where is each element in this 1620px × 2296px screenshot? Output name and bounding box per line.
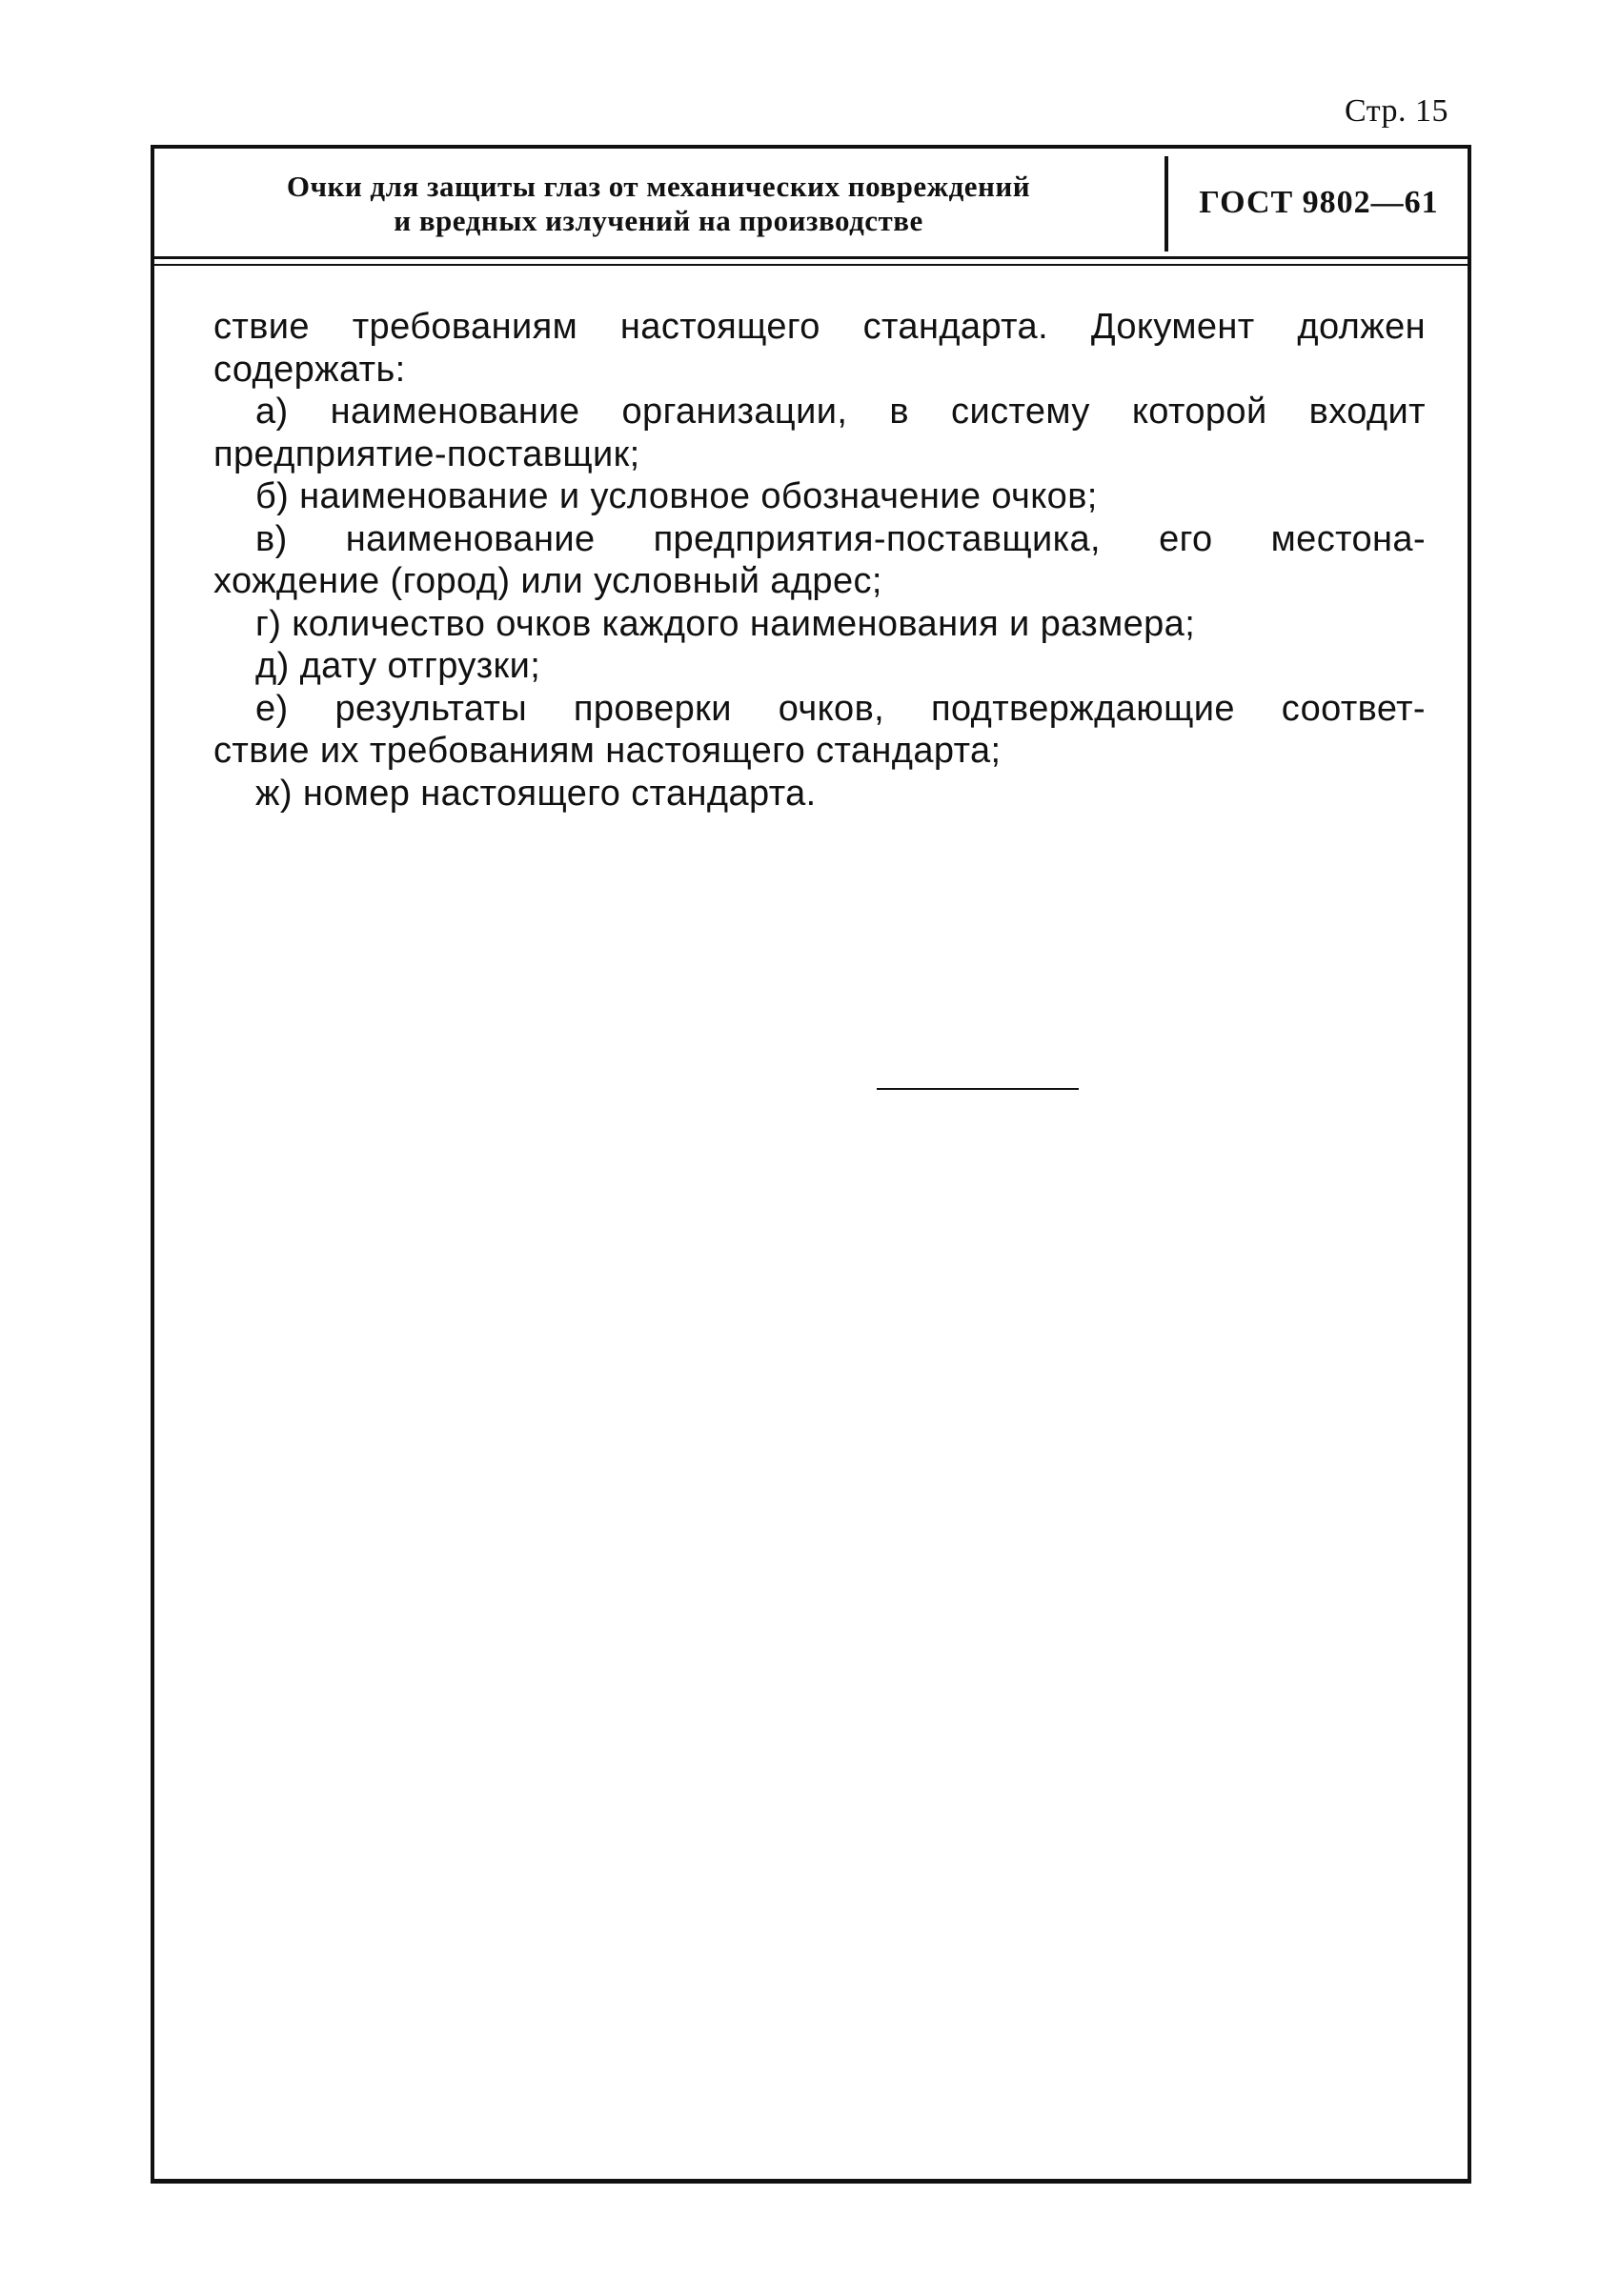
list-item-v-line-1: [213, 518, 1426, 561]
list-item-g: г) количество очков каждого наименования и размера;: [255, 603, 1196, 644]
page-number: Стр. 15: [1344, 93, 1448, 129]
word: Документ: [1090, 307, 1255, 347]
word: а): [255, 392, 289, 432]
intro-line-1: [213, 306, 1426, 349]
word: в: [889, 392, 909, 432]
word: в): [255, 518, 288, 559]
word: которой: [1131, 392, 1267, 432]
word: систему: [951, 392, 1090, 432]
document-body: [213, 306, 1426, 815]
word: входит: [1308, 392, 1426, 432]
list-item-zh: ж) номер настоящего стандарта.: [255, 773, 817, 814]
document-title: [154, 170, 1163, 238]
word: соответ-: [1281, 688, 1426, 729]
word: ствие: [213, 307, 310, 347]
list-item-a-line-2: предприятие-поставщик;: [213, 433, 640, 474]
word: е): [255, 688, 289, 729]
end-of-text-rule: [877, 1088, 1079, 1090]
word: наименование: [345, 518, 596, 559]
word: его: [1159, 518, 1213, 559]
document-title-line-1: Очки для защиты глаз от механических повреждений: [286, 170, 1031, 203]
standard-code: ГОСТ 9802—61: [1199, 185, 1439, 220]
list-item-v-line-2: хождение (город) или условный адрес;: [213, 561, 882, 601]
list-item-b: б) наименование и условное обозначение очков;: [255, 476, 1098, 516]
word: наименование: [330, 392, 580, 432]
list-item-e-line-1: [213, 688, 1426, 731]
word: подтверждающие: [931, 688, 1235, 729]
document-title-line-2: и вредных излучений на производстве: [394, 204, 923, 237]
word: результаты: [334, 688, 528, 729]
list-item-d: д) дату отгрузки;: [255, 646, 541, 686]
list-item-a-line-1: [213, 391, 1426, 433]
word: предприятия-поставщика,: [653, 518, 1101, 559]
page-frame: [151, 145, 1471, 2184]
word: местона-: [1270, 518, 1426, 559]
word: организации,: [621, 392, 848, 432]
list-item-e-line-2: ствие их требованиям настоящего стандарта;: [213, 731, 1002, 771]
word: требованиям: [352, 307, 578, 347]
word: проверки: [573, 688, 732, 729]
word: очков,: [778, 688, 885, 729]
word: должен: [1297, 307, 1426, 347]
word: настоящего: [619, 307, 820, 347]
intro-line-2: содержать:: [213, 349, 406, 390]
standard-header: [154, 149, 1468, 259]
header-divider-vertical: [1164, 156, 1168, 252]
word: стандарта.: [862, 307, 1049, 347]
header-divider-horizontal: [154, 264, 1468, 266]
